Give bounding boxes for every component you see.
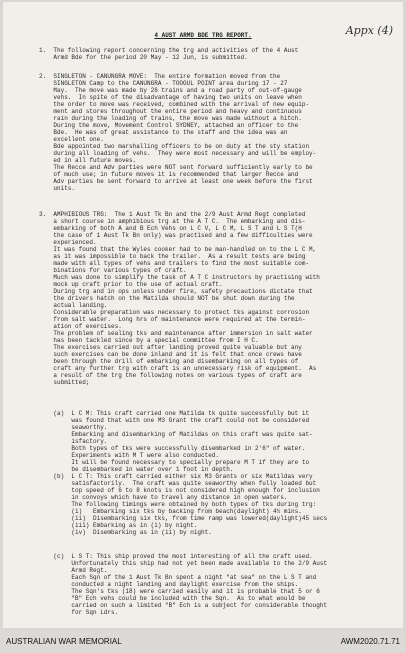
text-line: be disembarked in water over 1 foot in depth.	[39, 466, 234, 473]
text-line: During trg and in ops unless under fire, safety precautions dictate that	[39, 288, 313, 295]
text-line: May. The move was made by 26 trains and a road party of out-of-gauge	[39, 87, 302, 94]
text-line: carried on such a limited "B" Ech is a subject for considerable thought	[39, 602, 328, 609]
institution-label: AUSTRALIAN WAR MEMORIAL	[6, 637, 122, 646]
text-line: of much use; in future moves it is recommended that larger Recce and	[39, 171, 299, 178]
text-line: mock up craft prior to the use of actual craft.	[39, 281, 223, 288]
text-line: Each Sqn of the 1 Aust Tk Bn spent a night "at sea" on the L S T and	[39, 574, 317, 581]
text-line: rain during the loading of trains, the move was made without a hitch.	[39, 115, 302, 122]
text-line: during all loading of vehs. They were most necessary and will be employ-	[39, 150, 317, 157]
text-line: top speed of 6 to 8 knots is not considered high enough for inclusion	[39, 487, 320, 494]
text-line: has been tackled since by a special committee from I H C.	[39, 337, 259, 344]
text-line: seaworthy.	[39, 424, 108, 431]
text-line: craft any further trg with craft is an unnecessary risk of equipment. As	[39, 365, 317, 372]
text-line: 1. The following report concerning the trg and activities of the 4 Aust	[39, 47, 299, 54]
text-line: ed in all future moves.	[39, 157, 137, 164]
text-line: vehs. In spite of the disadvantage of having two units on leave when	[39, 94, 302, 101]
text-line: from salt water. Long hrs of maintenance were required at the termin-	[39, 316, 306, 323]
text-line: submitted;	[39, 379, 90, 386]
text-line: Bde. He was of great assistance to the staff and the idea was an	[39, 129, 288, 136]
text-line: (ii) Disembarking six tks, from time ramp was lowered(daylight)45 secs	[39, 515, 328, 522]
paragraph-p3	[3, 211, 403, 386]
text-line: was found that with one M3 Grant the craft could not be considered	[39, 417, 310, 424]
text-line: The problem of sealing tks and maintenance after immersion in salt water	[39, 330, 313, 337]
text-line: Both types of tks were successfully disembarked in 2'6" of water.	[39, 445, 306, 452]
document-page	[3, 2, 403, 628]
text-line: the order to move was received, combined with the arrival of new equip-	[39, 101, 310, 108]
reference-number: AWM2020.71.71	[340, 637, 400, 646]
handwritten-annotation: Appx (4)	[345, 24, 393, 37]
text-line: such exercises can be done inland and it is felt that once crews have	[39, 351, 302, 358]
text-line: 3. AMPHIBIOUS TRG: The 1 Aust Tk Bn and the 2/9 Aust Armd Regt completed	[39, 211, 306, 218]
text-line: conducted a night landing and daylight exercise from the ships.	[39, 581, 299, 588]
text-line: a short course in amphibious trg at the A T C. The embarking and dis-	[39, 218, 306, 225]
text-line: isfactory.	[39, 438, 108, 445]
text-line: for Sqn Ldrs.	[39, 609, 119, 616]
text-line: It will be found necessary to specially prepare M T if they are to	[39, 459, 310, 466]
text-line: binations for various types of craft.	[39, 267, 187, 274]
text-line: During the move, Movement Control SYDNEY, attached an officer to the	[39, 122, 299, 129]
text-line: Unfortunately this ship had not yet been made available to the 2/9 Aust	[39, 560, 328, 567]
text-line: the drivers hatch on the Matilda should NOT be shut down during the	[39, 295, 295, 302]
text-line: It was found that the Wyles cooker had to be man-handled on to the L C M,	[39, 246, 317, 253]
text-line: The exercises carried out after landing proved quite valuable but any	[39, 344, 302, 351]
paragraph-p3c	[3, 553, 403, 616]
text-line: (b) L C T: This craft carried either six M3 Grants or six Matildas very	[39, 473, 313, 480]
paragraph-p3b	[3, 473, 403, 536]
text-line: Considerable preparation was necessary to protect tks against corrosion	[39, 309, 310, 316]
text-line: Armd Bde for the period 20 May - 12 Jun, is submitted.	[39, 54, 248, 61]
paragraph-p3a	[3, 410, 403, 473]
text-line: The Sqn's tks (18) were carried easily and it is probable that 5 or 6	[39, 588, 320, 595]
text-line: in convoys which have to travel any distance in open waters.	[39, 494, 288, 501]
text-line: SINGLETON Camp to the CANUNGRA - TOOGUL POINT area during 17 - 27	[39, 80, 288, 87]
text-line: The following timings were obtained by both types of tks during trg:	[39, 501, 317, 508]
text-line: made with all types of vehs and trailers to find the most suitable com-	[39, 260, 310, 267]
text-line: (i) Embarking six tks by backing from beach(daylight) 4½ mins.	[39, 508, 302, 515]
archive-footer	[0, 630, 406, 653]
text-line: Armd Regt.	[39, 567, 108, 574]
paragraph-p2	[3, 73, 403, 192]
text-line: a result of the trg the following notes on various types of craft are	[39, 372, 302, 379]
report-title: 4 AUST ARMD BDE TRG REPORT.	[154, 32, 252, 39]
text-line: as it was impossible to back the trailer. As a result tests are being	[39, 253, 306, 260]
text-line: the case of 1 Aust Tk Bn only) was practised and a few difficulties were	[39, 232, 313, 239]
text-line: experienced.	[39, 239, 97, 246]
text-line: satisfactorily. The craft was quite seaworthy when fully loaded but	[39, 480, 317, 487]
text-line: "B" Ech vehs could be included with the Sqn. As to what would be	[39, 595, 306, 602]
text-line: units.	[39, 185, 76, 192]
text-line: Embarking and disembarking of Matildas on this craft was quite sat-	[39, 431, 313, 438]
text-line: Experiments with M T were also conducted.	[39, 452, 220, 459]
text-line: (a) L C M: This craft carried one Matilda tk quite successfully but it	[39, 410, 310, 417]
text-line: ation of exercises.	[39, 323, 122, 330]
text-line: excellent one.	[39, 136, 104, 143]
text-line: ment and stores throughout the entire period and heavy and continuous	[39, 108, 302, 115]
text-line: actual landing.	[39, 302, 108, 309]
text-line: Much was done to simplify the task of A T C instructors by practising with	[39, 274, 320, 281]
text-line: embarking of both A and B Ech Vehs on L C V, L C M, L S T and L S T(H	[39, 225, 302, 232]
paragraph-p1	[3, 47, 403, 61]
text-line: (iii) Embarking as in (i) by night.	[39, 522, 198, 529]
text-line: (c) L S T: This ship proved the most interesting of all the craft used.	[39, 553, 313, 560]
text-line: Adv parties be sent forward to arrive at least one week before the first	[39, 178, 313, 185]
text-line: (iv) Disembarking as in (ii) by night.	[39, 529, 212, 536]
text-line: The Recce and Adv parties were NOT sent forward sufficiently early to be	[39, 164, 313, 171]
text-line: 2. SINGLETON - CANUNGRA MOVE: The entire formation moved from the	[39, 73, 281, 80]
text-line: been through the drill of embarking and disembarking on all types of	[39, 358, 299, 365]
text-line: Bde appointed two marshalling officers to be on duty at the sty station	[39, 143, 310, 150]
